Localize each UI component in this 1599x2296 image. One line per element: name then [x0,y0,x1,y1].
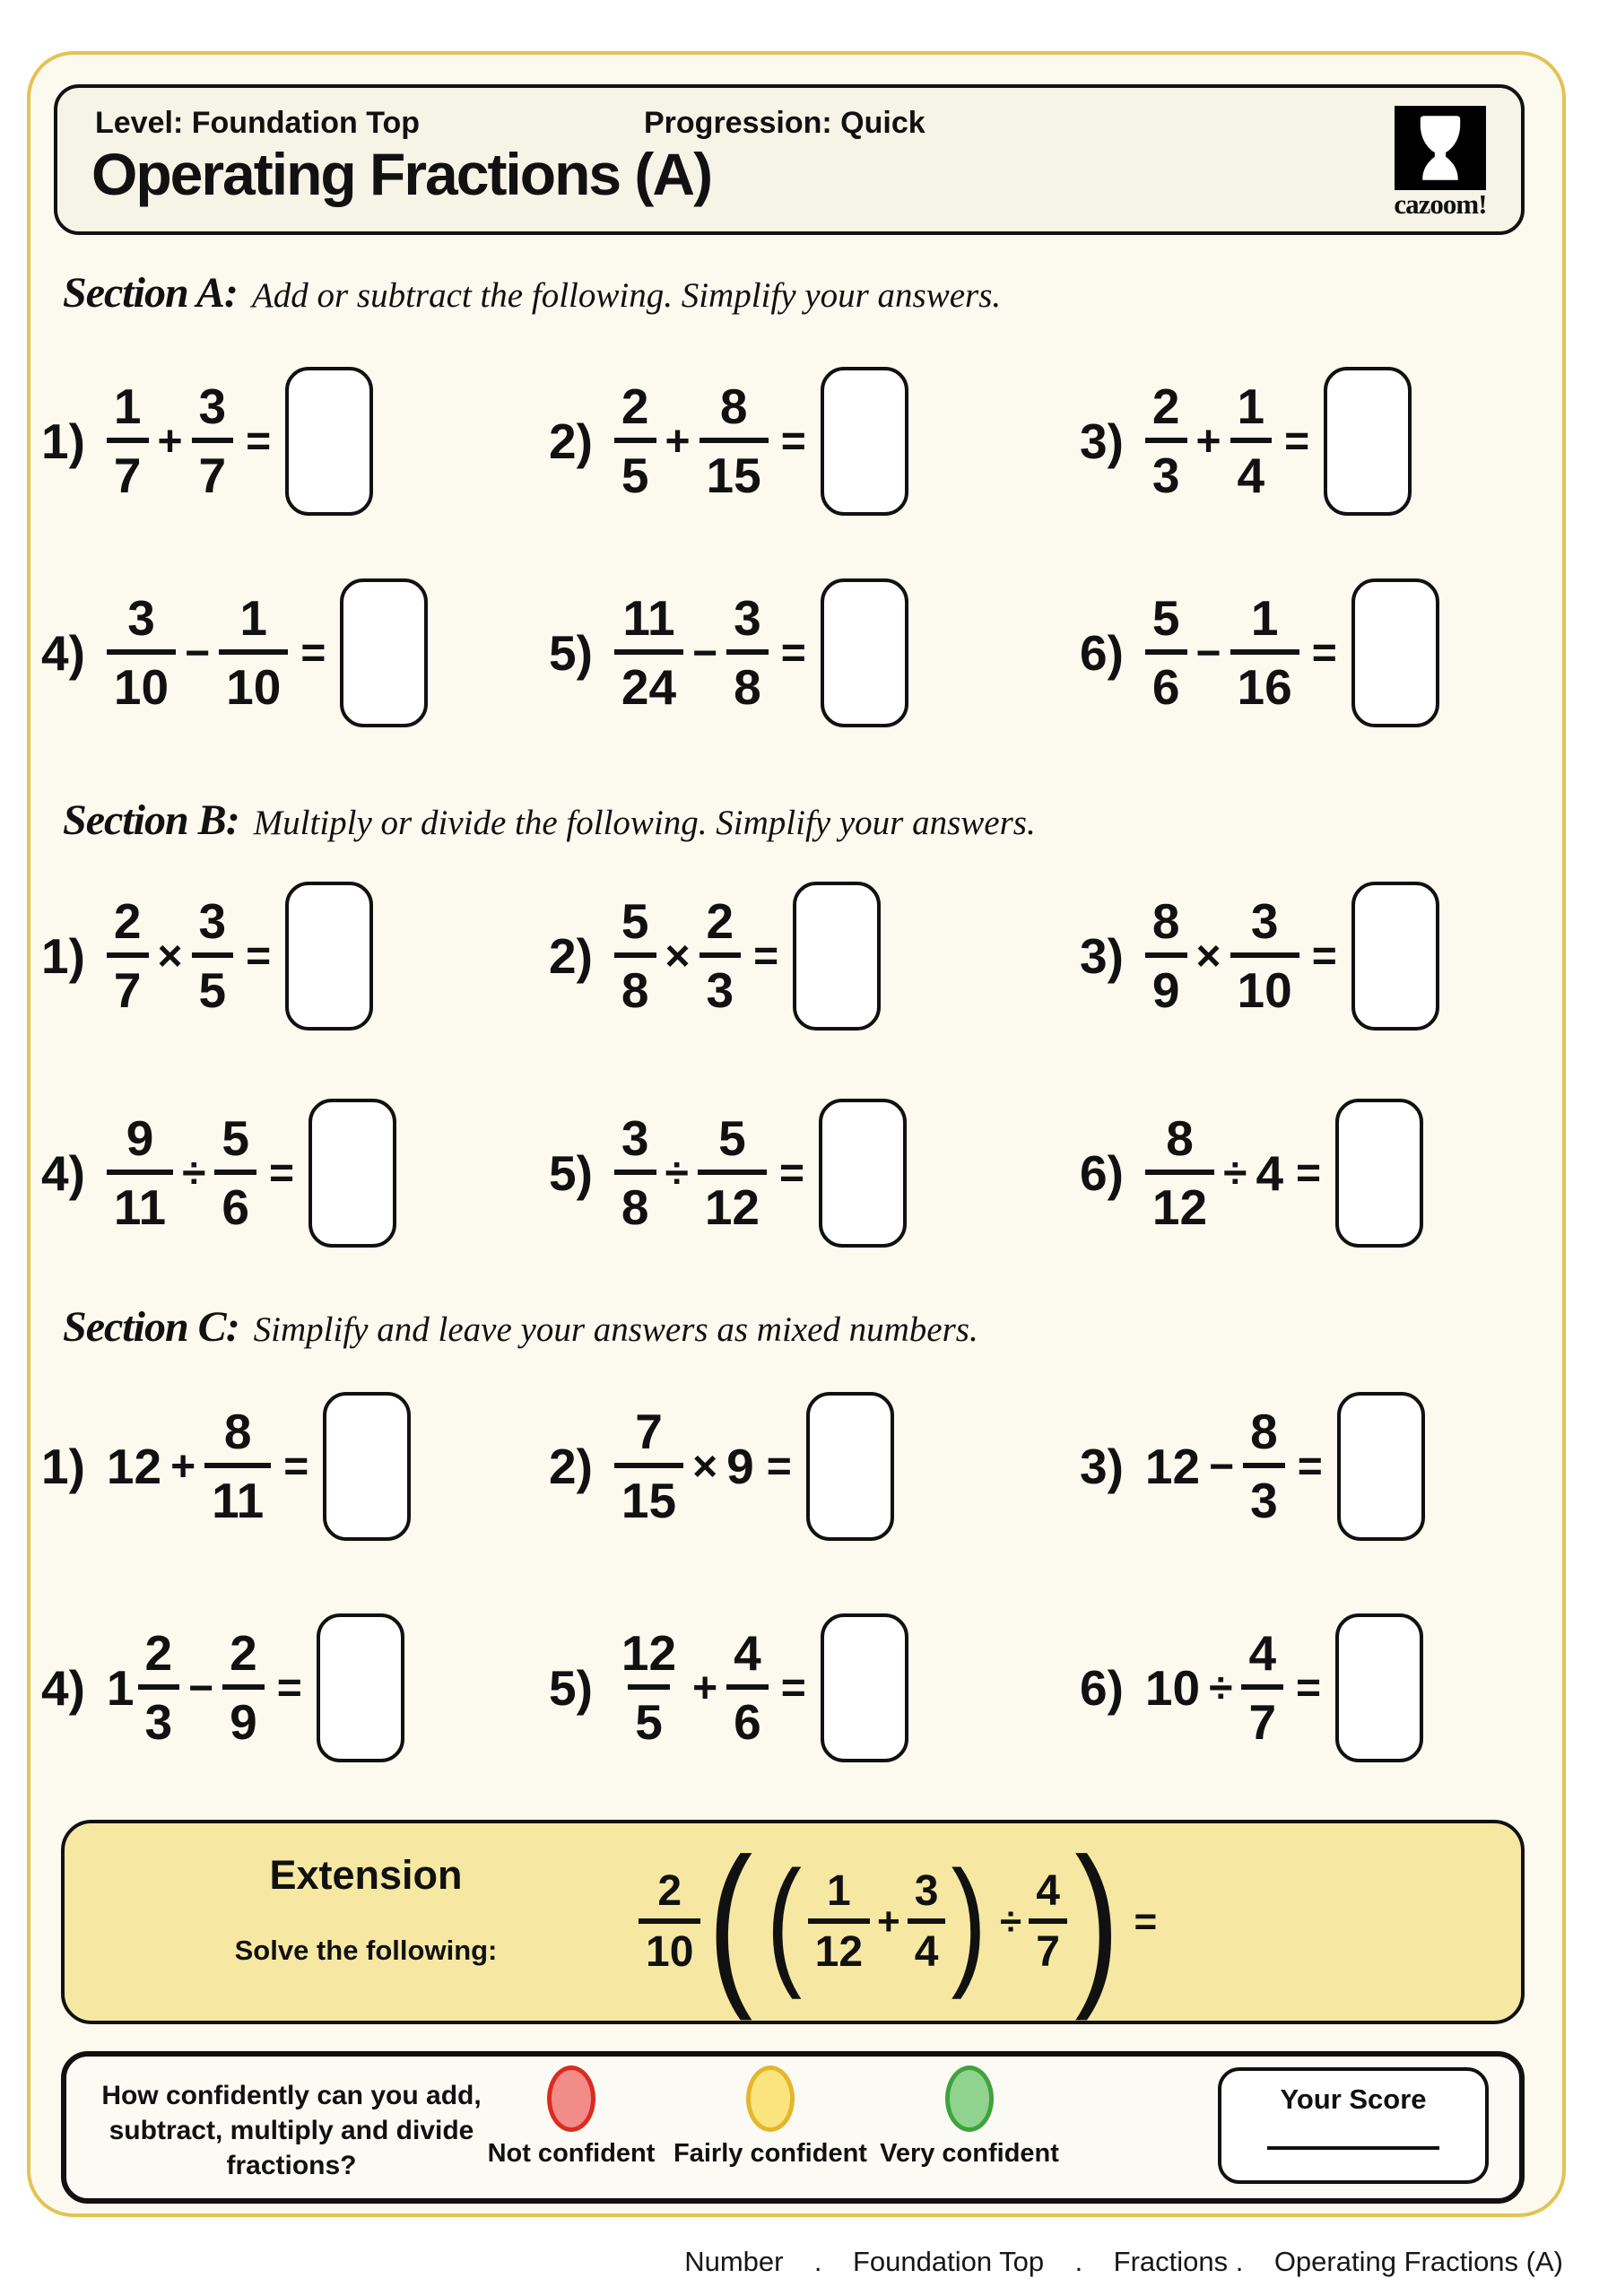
confidence-panel [61,2051,1525,2204]
fraction-denominator: 8 [614,952,656,1015]
section-c-heading [63,1302,978,1352]
problem [1080,1392,1555,1541]
fraction-denominator: 16 [1230,649,1299,712]
equals-sign: = [1297,1442,1323,1491]
fraction-denominator: 9 [1145,952,1187,1015]
equals-sign: = [1296,1664,1322,1712]
fraction-denominator: 6 [214,1170,256,1232]
problem [41,367,549,516]
extension-subtitle: Solve the following: [234,1935,498,1966]
fraction [698,1110,767,1235]
problem-number: 6) [1080,1660,1124,1716]
equals-sign: = [780,1664,806,1712]
confidence-option-label: Fairly confident [673,2139,867,2168]
fraction-numerator: 8 [719,378,748,434]
operator: + [877,1900,900,1944]
problems-row-c2 [41,1593,1555,1783]
answer-box[interactable] [340,578,428,727]
fraction-numerator: 4 [1036,1867,1060,1915]
score-blank-line[interactable] [1267,2146,1439,2150]
confidence-oval[interactable] [547,2066,595,2132]
fraction [1230,378,1273,503]
confidence-oval[interactable] [945,2066,994,2132]
problem-number: 3) [1080,413,1124,469]
fraction-numerator: 8 [223,1404,252,1459]
fraction-numerator: 2 [113,893,142,949]
problem [1080,1613,1555,1762]
problem-number: 5) [549,625,593,681]
fraction-numerator: 4 [1248,1625,1277,1681]
problem-number: 3) [1080,1439,1124,1494]
fraction-numerator: 1 [239,590,268,646]
answer-box[interactable] [1335,1099,1423,1248]
confidence-question: How confidently can you add, subtract, multiply and divide fractions? [101,2081,482,2180]
equals-sign: = [766,1442,792,1491]
problem-number: 2) [549,928,593,984]
fraction-denominator: 5 [628,1684,670,1747]
fraction [700,378,769,503]
brand-logo [1381,106,1499,221]
fraction-numerator: 5 [718,1110,746,1166]
fraction [107,590,176,715]
operator: − [185,629,211,677]
problem-number: 1) [41,1439,85,1494]
confidence-options [472,2066,1069,2169]
operator: − [1195,629,1221,677]
problem [41,1099,549,1248]
fraction-denominator: 15 [614,1463,683,1526]
problem-number: 4) [41,625,85,681]
fraction-denominator: 10 [639,1918,700,1974]
operator: − [188,1664,214,1712]
fraction-denominator: 3 [1243,1463,1285,1526]
fraction-numerator: 1 [1250,590,1279,646]
fraction-denominator: 4 [908,1918,946,1974]
confidence-option [870,2066,1069,2169]
answer-box[interactable] [821,1613,908,1762]
confidence-option [472,2066,671,2169]
fraction-denominator: 11 [204,1463,271,1526]
fraction-numerator: 2 [657,1867,682,1915]
fraction [107,893,149,1018]
operator: × [1195,932,1221,980]
fraction [614,378,656,503]
score-label: Your Score [1280,2083,1427,2115]
brand-name: cazoom! [1394,188,1487,220]
problem [41,1613,549,1762]
fraction [214,1110,256,1235]
fraction [138,1625,180,1750]
fraction [614,1404,683,1528]
fraction-numerator: 8 [1250,1404,1278,1459]
fraction [908,1867,946,1976]
confidence-oval[interactable] [746,2066,795,2132]
fraction [1145,1110,1214,1235]
confidence-option [671,2066,870,2169]
answer-box[interactable] [323,1392,411,1541]
problem-number: 1) [41,928,85,984]
fraction-numerator: 3 [198,893,227,949]
fraction-numerator: 3 [1250,893,1279,949]
fraction-denominator: 5 [614,438,656,500]
equals-sign: = [276,1664,302,1712]
fraction [614,893,656,1018]
fraction-numerator: 2 [621,378,649,434]
fraction-numerator: 2 [144,1625,173,1681]
problems-row-a1 [41,346,1555,536]
fraction-numerator: 3 [127,590,155,646]
answer-box[interactable] [317,1613,404,1762]
answer-box[interactable] [793,882,881,1031]
operator: ÷ [1209,1664,1233,1712]
fraction [639,1867,700,1976]
problem-number: 5) [549,1660,593,1716]
score-box [1218,2067,1489,2184]
extension-title: Extension [269,1852,463,1898]
problem-number: 6) [1080,625,1124,681]
equals-sign: = [246,932,272,980]
fraction [726,590,769,715]
operator: + [692,1664,718,1712]
section-a-label: Section A: [63,269,238,317]
problems-row-b2 [41,1078,1555,1268]
mixed-number [106,1625,179,1750]
whole-number: 10 [1144,1660,1201,1716]
fraction-numerator: 8 [1166,1110,1194,1166]
fraction [1145,893,1187,1018]
fraction-denominator: 15 [700,438,769,500]
problem [41,578,549,727]
equals-sign: = [1311,629,1337,677]
confidence-option-label: Not confident [487,2139,656,2168]
parenthesis: ( [766,1842,803,2001]
answer-box[interactable] [821,578,908,727]
operator: ÷ [1000,1900,1022,1944]
answer-box[interactable] [1324,367,1412,516]
fraction-denominator: 5 [192,952,234,1015]
fraction [614,1625,683,1750]
answer-box[interactable] [1335,1613,1423,1762]
fraction-denominator: 9 [222,1684,265,1747]
problem-number: 4) [41,1660,85,1716]
djembe-drum-icon [1395,106,1486,190]
equals-sign: = [753,932,779,980]
problem [549,1613,1080,1762]
fraction [1145,590,1187,715]
fraction [1230,590,1299,715]
answer-box[interactable] [806,1392,894,1541]
fraction-denominator: 4 [1230,438,1273,500]
section-b-heading [63,796,1036,845]
fraction-denominator: 24 [614,649,683,712]
fraction [192,893,234,1018]
fraction [726,1625,769,1750]
whole-number: 4 [1256,1145,1284,1201]
fraction-denominator: 7 [1029,1918,1067,1974]
operator: + [170,1442,196,1491]
fraction-denominator: 12 [698,1170,767,1232]
equals-sign: = [300,629,326,677]
operator: ÷ [665,1149,689,1197]
section-c-label: Section C: [63,1303,239,1351]
problems-row-c1 [41,1371,1555,1561]
problems-row-a2 [41,558,1555,748]
fraction-denominator: 6 [1145,649,1187,712]
fraction-numerator: 5 [621,893,649,949]
operator: = [1134,1900,1158,1944]
fraction-denominator: 7 [107,438,149,500]
answer-box[interactable] [309,1099,396,1248]
fraction-numerator: 12 [621,1625,677,1681]
fraction [192,378,234,503]
problem-number: 2) [549,1439,593,1494]
equals-sign: = [780,417,806,465]
level-label: Level: Foundation Top [95,106,420,140]
fraction-numerator: 1 [1237,378,1265,434]
parenthesis: ) [1074,1822,1120,2022]
fraction [219,590,288,715]
fraction-numerator: 8 [1151,893,1180,949]
footer-breadcrumb: Number . Foundation Top . Fractions . Operating Fractions (A) [684,2246,1563,2277]
worksheet-header [54,84,1525,235]
answer-box[interactable] [1351,882,1439,1031]
whole-number: 12 [106,1439,162,1494]
fraction-numerator: 3 [914,1867,939,1915]
equals-sign: = [1296,1149,1322,1197]
equals-sign: = [780,629,806,677]
mixed-whole-part: 1 [106,1660,135,1716]
fraction-denominator: 12 [808,1918,870,1974]
problem [41,1392,549,1541]
fraction-denominator: 10 [107,649,176,712]
operator: + [665,417,691,465]
fraction [1145,378,1187,503]
section-b-label: Section B: [63,796,239,844]
operator: + [1195,417,1221,465]
section-a-heading [63,268,1001,317]
answer-box[interactable] [285,367,373,516]
problem [549,1099,1080,1248]
equals-sign: = [1311,932,1337,980]
fraction-numerator: 11 [622,590,675,646]
problem [41,882,549,1031]
fraction [107,1110,173,1235]
operator: − [692,629,718,677]
extension-expression [639,1823,1164,2021]
problem [549,578,1080,727]
section-b-instruction: Multiply or divide the following. Simplify your answers. [253,804,1036,842]
problem [549,882,1080,1031]
fraction-denominator: 10 [1230,952,1299,1015]
section-c-instruction: Simplify and leave your answers as mixed numbers. [253,1310,978,1349]
fraction-denominator: 7 [1241,1684,1283,1747]
fraction-numerator: 3 [621,1110,649,1166]
equals-sign: = [269,1149,295,1197]
fraction-numerator: 1 [113,378,142,434]
problem [1080,1099,1555,1248]
fraction [700,893,742,1018]
operator: × [157,932,183,980]
fraction [614,590,683,715]
fraction-numerator: 5 [1151,590,1180,646]
whole-number: 12 [1144,1439,1201,1494]
answer-box[interactable] [285,882,373,1031]
fraction-denominator: 11 [107,1170,173,1232]
problem-number: 5) [549,1145,593,1201]
equals-sign: = [779,1149,805,1197]
fraction [107,378,149,503]
fraction-numerator: 3 [198,378,227,434]
problem-number: 1) [41,413,85,469]
equals-sign: = [1284,417,1310,465]
problem-number: 4) [41,1145,85,1201]
problem-number: 2) [549,413,593,469]
problem-number: 3) [1080,928,1124,984]
fraction [1230,893,1299,1018]
operator: + [157,417,183,465]
operator: ÷ [1223,1149,1247,1197]
answer-box[interactable] [821,367,908,516]
progression-label: Progression: Quick [644,106,926,140]
fraction [222,1625,265,1750]
answer-box[interactable] [1337,1392,1425,1541]
operator: − [1209,1442,1235,1491]
fraction [808,1867,870,1976]
fraction-denominator: 12 [1145,1170,1214,1232]
operator: × [692,1442,718,1491]
fraction-denominator: 10 [219,649,288,712]
parenthesis: ( [708,1822,753,2022]
fraction-numerator: 2 [706,893,734,949]
problems-row-b1 [41,861,1555,1051]
fraction [204,1404,271,1528]
fraction-denominator: 8 [614,1170,656,1232]
operator: × [665,932,691,980]
problem [549,367,1080,516]
worksheet-page [27,51,1566,2217]
fraction-numerator: 5 [222,1110,249,1166]
fraction-denominator: 3 [1145,438,1187,500]
answer-box[interactable] [819,1099,907,1248]
whole-number: 9 [726,1439,754,1494]
extension-labels [124,1823,608,1967]
fraction [1241,1625,1283,1750]
extension-box [61,1820,1525,2024]
fraction-numerator: 3 [734,590,761,646]
fraction [1029,1867,1067,1976]
problem [549,1392,1080,1541]
problem [1080,578,1555,727]
equals-sign: = [246,417,272,465]
fraction-denominator: 6 [726,1684,769,1747]
fraction-denominator: 7 [192,438,234,500]
fraction-numerator: 2 [1151,378,1180,434]
fraction-denominator: 8 [726,649,769,712]
parenthesis: ) [952,1842,987,2001]
fraction-denominator: 3 [700,952,742,1015]
answer-box[interactable] [1351,578,1439,727]
fraction-numerator: 7 [635,1404,663,1459]
fraction-numerator: 4 [734,1625,761,1681]
fraction-numerator: 1 [826,1867,851,1915]
fraction-denominator: 3 [138,1684,180,1747]
fraction [1243,1404,1285,1528]
page-title: Operating Fractions (A) [91,141,712,207]
fraction-numerator: 9 [126,1110,154,1166]
problem [1080,882,1555,1031]
equals-sign: = [283,1442,309,1491]
fraction-numerator: 2 [230,1625,257,1681]
operator: ÷ [182,1149,206,1197]
problem-number: 6) [1080,1145,1124,1201]
problem [1080,367,1555,516]
fraction-denominator: 7 [107,952,149,1015]
confidence-option-label: Very confident [880,2139,1059,2168]
section-a-instruction: Add or subtract the following. Simplify your answers. [251,276,1002,315]
fraction [614,1110,656,1235]
